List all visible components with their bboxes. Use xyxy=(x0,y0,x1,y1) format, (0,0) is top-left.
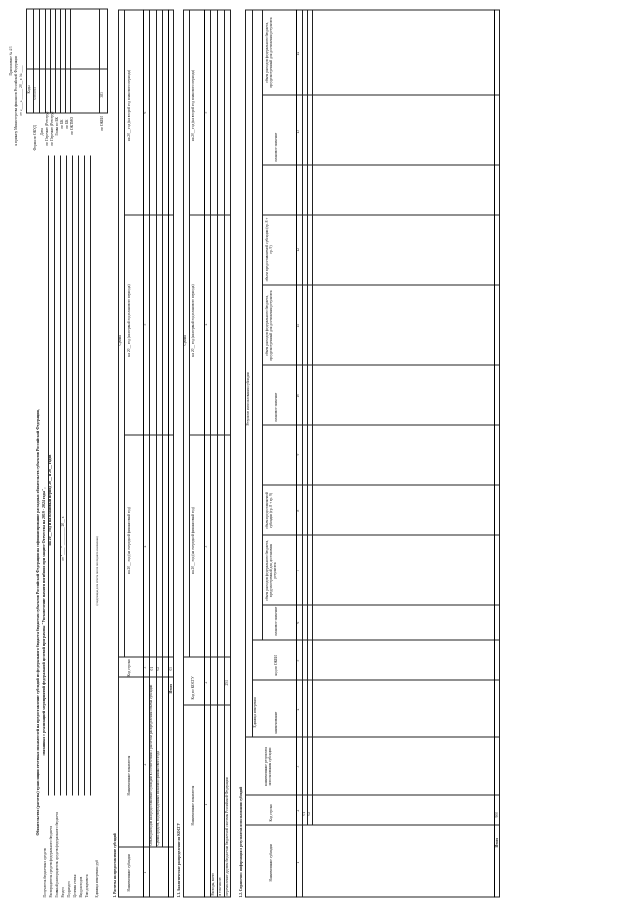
s12-col-plan3: плановое значение xyxy=(274,132,278,161)
s12-col-name: Наименование субсидии xyxy=(269,843,273,881)
s1-col-code: Код строки xyxy=(127,658,131,676)
s11-num: 2 xyxy=(204,681,208,683)
appendix-signature: от «____» ______ 20__ г. № ____ xyxy=(19,64,23,115)
s11-num: 3 xyxy=(204,545,208,547)
date-line: от "____" __________ 20__ г. xyxy=(61,515,65,560)
s11-footer-code: 251 xyxy=(225,679,229,685)
s12-num: 12 xyxy=(296,247,300,251)
s12-num: 13 xyxy=(296,129,300,133)
codes-row-6: по ОКТМО xyxy=(70,116,74,134)
s12-col-fed3: объем расходов федерального бюджета, предусмотренный для достижения результата xyxy=(265,16,273,88)
s11-footer1: Расходы, всего xyxy=(211,872,215,895)
field-4: Подраздел xyxy=(67,880,71,897)
s1-total-code: 03 xyxy=(169,666,173,670)
field-7: Тип документа xyxy=(85,874,89,897)
s11-col-year: на 20__ год (на очередной финансовый год) xyxy=(191,506,195,574)
s1-row-0-code: 01 xyxy=(150,666,154,670)
date-caption: (следующая дата отчета после последнего изменения) xyxy=(95,535,99,605)
s1-num: 2 xyxy=(143,763,147,765)
s12-col-plan2: плановое значение xyxy=(274,392,278,421)
doc-title-line2: связанных с реализацией мероприятий федеральной целевой программы "Увековечение памяти погибших при защите Отечества на 2019 - 2024 годы", xyxy=(42,487,46,755)
s11-num: 5 xyxy=(204,111,208,113)
s11-col-p1: на 20__ год (на первый год планового периода) xyxy=(191,283,195,357)
s12-num: 2 xyxy=(296,809,300,811)
s1-col-p1: на 20__ год (на первый год планового периода) xyxy=(127,283,131,357)
s12-col-reg: объем предоставляемой субсидии (гр. 8 + гр. 9) xyxy=(265,491,273,529)
field-6: Вид расходов xyxy=(79,876,83,897)
codes-row-2: по Перечню (Реестру) xyxy=(50,111,54,145)
s12-num: 7 xyxy=(296,569,300,571)
field-1: Распорядитель средств федерального бюджета xyxy=(49,825,53,897)
s11-footer3: перечисление другим бюджетам бюджетной системы Российской Федерации xyxy=(225,776,229,895)
s1-num: 5 xyxy=(143,323,147,325)
codes-header: Коды xyxy=(27,84,31,93)
s11-footer2: в том числе: xyxy=(218,876,222,895)
s12-num: 4 xyxy=(296,708,300,710)
s12-result-header: Результат использования субсидии xyxy=(246,371,250,425)
codes-row-0: Дата xyxy=(40,127,44,135)
s12-row-code-1: 02 xyxy=(307,811,311,815)
s1-row-1-code: 02 xyxy=(156,666,160,670)
s12-num: 6 xyxy=(296,621,300,623)
field-8: Единица измерения: руб xyxy=(95,859,99,897)
s1-col-p2: на 20__ год (на второй год планового периода) xyxy=(127,69,131,141)
field-5: Целевая статья xyxy=(73,874,77,897)
okud-label: Форма по ОКУД xyxy=(33,124,37,150)
doc-title-line3: на 20__ год и на плановый период 20__ и 20__ годов xyxy=(48,454,52,545)
s12-col-result: наименование результата использования субсидии xyxy=(264,746,272,786)
s12-num: 3 xyxy=(296,765,300,767)
field-3: Раздел xyxy=(61,886,65,897)
s12-col-unit: Единица измерения xyxy=(253,696,257,727)
s1-num: 1 xyxy=(143,871,147,873)
codes-row-5: по БК xyxy=(65,118,69,128)
s12-col-unit-name: наименование xyxy=(274,711,278,733)
s11-col-code: Код по КОСГУ xyxy=(191,675,195,699)
codes-row-4: по БК xyxy=(60,118,64,128)
s12-num: 9 xyxy=(296,453,300,455)
s11-col-p2: на 20__ год (на второй год планового периода) xyxy=(191,69,195,141)
s11-num: 4 xyxy=(204,323,208,325)
s1-left-col: Наименование субсидии xyxy=(127,853,131,891)
section12-title: 1.2. Справочно: информация о результатах использования субсидий xyxy=(239,786,243,897)
section12-table xyxy=(245,9,500,897)
codes-row-3: Глава по БК xyxy=(55,116,59,135)
field-0: Получатель бюджетных средств xyxy=(43,847,47,897)
s12-num: 1 xyxy=(296,861,300,863)
s1-num: 3 xyxy=(143,666,147,668)
s12-num: 5 xyxy=(296,659,300,661)
s12-num: 11 xyxy=(296,323,300,327)
okud-value: 0505593 xyxy=(33,86,37,99)
field-2: Главный распорядитель средств федерального бюджета xyxy=(55,811,59,897)
s1-col-name: Наименование показателя xyxy=(127,755,131,795)
s11-col-name: Наименование показателя xyxy=(191,785,195,825)
s12-num: 8 xyxy=(296,509,300,511)
s1-row-0: Объем расходов на предоставление субсидий в соответствии с расчетом распределения объема субсидий xyxy=(149,684,153,845)
s11-col-sum: Сумма xyxy=(183,334,187,345)
section11-title: 1.1. Аналитическое распределение по КОСГУ xyxy=(177,822,181,897)
s12-num: 14 xyxy=(296,51,300,55)
s12-col-plan: плановое значение xyxy=(274,606,278,635)
s1-total: Итого xyxy=(169,683,173,693)
codes-row-7: по ОКЕИ xyxy=(100,115,104,130)
appendix-to: к приказу Министерства финансов Российской Федерации xyxy=(14,55,18,145)
section1-title: 1. Расчеты на предоставление субсидий xyxy=(113,832,117,897)
s12-total: Итого xyxy=(495,837,499,847)
s11-num: 1 xyxy=(204,803,208,805)
okei-value: 383 xyxy=(100,91,104,97)
s12-total-code: 900 xyxy=(495,811,499,817)
s12-col-reg2: объем предоставляемой субсидии (гр. 8 + гр. 9) xyxy=(265,217,273,281)
s12-col-okei: код по ОКЕИ xyxy=(274,654,278,675)
s1-num: 4 xyxy=(143,545,147,547)
s1-row-1: Сумма средств, подтвержденных на начало финансового года xyxy=(156,750,160,845)
s1-num: 6 xyxy=(143,111,147,113)
s12-col-code: Код строки xyxy=(269,803,273,821)
appendix-label: Приложение № 4/3 xyxy=(9,45,13,75)
codes-row-1: по Перечню (Реестру) xyxy=(45,111,49,145)
s1-col-sum: Сумма xyxy=(118,334,122,345)
s1-col-year: на 20__ год (на очередной финансовый год) xyxy=(127,506,131,574)
s12-col-fed2: объем расходов федерального бюджета, предусмотренный для достижения результата xyxy=(265,289,273,361)
s12-row-code-0: 01 xyxy=(302,811,306,815)
s12-col-fed: объем расходов федерального бюджета, предусмотренный для достижения результата xyxy=(265,539,277,601)
doc-title-line1: Обязательство (расчеты) трансляции отчетных показателей на предоставление субсидий из федерального бюджета бюджетам субъектов Российской Федерации на софинансирование расходных обязательств субъектов Российской Федерации, xyxy=(36,408,40,835)
s12-num: 10 xyxy=(296,393,300,397)
